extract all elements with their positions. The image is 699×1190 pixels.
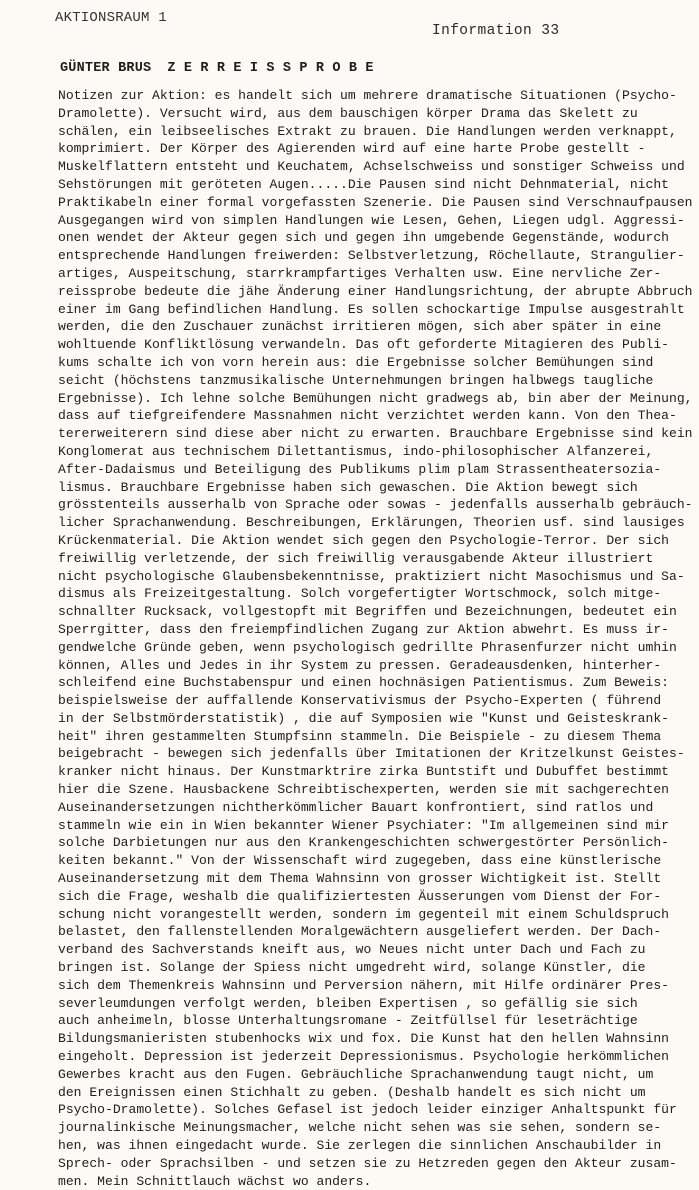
body-line: Sprech- oder Sprachsilben - und setzen sie zu Hetzreden gegen den Akteur zusam-	[58, 1155, 677, 1171]
body-line: den Ereignissen einen Stichhalt zu geben. (Deshalb handelt es sich nicht um	[58, 1084, 646, 1100]
body-line: schnallter Rucksack, vollgestopft mit Begriffen und Bezeichnungen, bedeutet ein	[58, 604, 677, 620]
body-line: belastet, den fallenstellenden Moralgewächtern ausgeliefert werden. Der Dach-	[58, 924, 662, 940]
body-line: journalinkische Meinungsmacher, welche nicht sehen was sie sehen, sondern se-	[58, 1120, 662, 1136]
title-line	[60, 61, 382, 76]
body-line: werden, die den Zuschauer zunächst irritieren mögen, sich aber später in eine	[58, 319, 662, 335]
body-line: Gewerbes kracht aus den Fugen. Gebräuchliche Sprachanwendung taugt nicht, um	[58, 1066, 654, 1082]
body-line: lismus. Brauchbare Ergebnisse haben sich gewaschen. Die Aktion bewegt sich	[58, 479, 638, 495]
body-line: beigebracht - bewegen sich jedenfalls über Imitationen der Kritzelkunst Geistes-	[58, 746, 685, 762]
body-line: auch anheimeln, blosse Unterhaltungsromane - Zeitfüllsel für leseträchtige	[58, 1013, 638, 1029]
body-line: licher Sprachanwendung. Beschreibungen, Erklärungen, Theorien usf. sind lausiges	[58, 515, 685, 531]
body-line: Bildungsmanieristen stubenhocks wix und fox. Die Kunst hat den hellen Wahnsinn	[58, 1031, 669, 1047]
body-line: schung nicht vorangestellt werden, sondern im gegenteil mit einem Schuldspruch	[58, 906, 669, 922]
body-line: stammeln wie ein in Wien bekannter Wiener Psychiater: "Im allgemeinen sind mir	[58, 817, 669, 833]
author-name: GÜNTER BRUS	[60, 61, 152, 76]
body-line: onen wendet der Akteur gegen sich und gegen ihn umgebende Gegenstände, wodurch	[58, 230, 669, 246]
body-line: Sehstörungen mit geröteten Augen.....Die Pausen sind nicht Dehnmaterial, nicht	[58, 176, 669, 192]
body-line: schälen, ein leibseelisches Extrakt zu brauen. Die Handlungen werden verknappt,	[58, 123, 677, 139]
body-line: bringen ist. Solange der Spiess nicht umgedreht wird, solange Künstler, die	[58, 960, 646, 976]
body-line: hen, was ihnen eingedacht wurde. Sie zerlegen die sinnlichen Anschaubilder in	[58, 1138, 662, 1154]
body-line: After-Dadaismus und Beteiligung des Publikums plim plam Strassentheatersozia-	[58, 461, 662, 477]
body-line: seicht (höchstens tanzmusikalische Unternehmungen bringen halbwegs taugliche	[58, 372, 654, 388]
body-line: kums schalte ich von vorn herein aus: die Ergebnisse solcher Bemühungen sind	[58, 354, 654, 370]
body-line: grösstenteils ausserhalb von Sprache oder sowas - jedenfalls ausserhalb gebräuch-	[58, 497, 693, 513]
body-line: beispielsweise der auffallende Konservativismus der Psycho-Experten ( führend	[58, 693, 662, 709]
body-line: Ergebnisse). Ich lehne solche Bemühungen nicht gradwegs ab, bin aber der Meinung,	[58, 390, 693, 406]
body-line: Muskelflattern entsteht und Keuchatem, Achselschweiss und sonstiger Schweiss und	[58, 159, 685, 175]
body-line: Sperrgitter, dass den freiempfindlichen Zugang zur Aktion abwehrt. Es muss ir-	[58, 621, 669, 637]
body-line: eingeholt. Depression ist jederzeit Depressionismus. Psychologie herkömmlichen	[58, 1049, 669, 1065]
body-text	[58, 87, 698, 1190]
body-line: Dramolette). Versucht wird, aus dem bauschigen körper Drama das Skelett zu	[58, 105, 638, 121]
body-line: men. Mein Schnittlauch wächst wo anders.	[58, 1173, 372, 1189]
body-line: Praktikabeln einer formal vorgefassten Szenerie. Die Pausen sind Verschnaufpausen	[58, 194, 693, 210]
body-line: dass auf tiefgreifendere Massnahmen nicht verzichtet werden kann. Von den Thea-	[58, 408, 677, 424]
body-line: verband des Sachverstands kneift aus, wo Neues nicht unter Dach und Fach zu	[58, 942, 646, 958]
body-line: schleifend eine Buchstabenspur und einen hochnäsigen Patientismus. Zum Beweis:	[58, 675, 669, 691]
body-line: entsprechende Handlungen freiwerden: Selbstverletzung, Röchellaute, Strangulier-	[58, 248, 685, 264]
body-line: komprimiert. Der Körper des Agierenden wird auf eine harte Probe gestellt -	[58, 141, 646, 157]
body-line: Konglomerat aus technischem Dilettantismus, indo-philosophischer Alfanzerei,	[58, 443, 654, 459]
body-line: sich dem Themenkreis Wahnsinn und Perversion nähern, mit Hilfe ordinärer Pres-	[58, 977, 669, 993]
body-line: kranker nicht hinaus. Der Kunstmarktrire zirka Buntstift und Dubuffet bestimmt	[58, 764, 669, 780]
body-line: in der Selbstmörderstatistik) , die auf Symposien wie "Kunst und Geisteskrank-	[58, 710, 669, 726]
body-line: Ausgegangen wird von simplen Handlungen wie Lesen, Gehen, Liegen udgl. Aggressi-	[58, 212, 685, 228]
body-line: Krückenmaterial. Die Aktion wendet sich gegen den Psychologie-Terror. Der sich	[58, 532, 669, 548]
body-line: keiten bekannt." Von der Wissenschaft wird zugegeben, dass eine künstlerische	[58, 853, 662, 869]
body-line: Notizen zur Aktion: es handelt sich um mehrere dramatische Situationen (Psycho-	[58, 88, 677, 103]
work-title: ZERREISSPROBE	[167, 61, 382, 76]
body-line: sich die Frage, weshalb die qualifiziertesten Äusserungen vom Dienst der For-	[58, 888, 662, 904]
body-line: Auseinandersetzungen nichtherkömmlicher Bauart konfrontiert, sind ratlos und	[58, 799, 654, 815]
body-line: reissprobe bedeute die jähe Änderung einer Handlungsrichtung, der abrupte Abbruch	[58, 283, 693, 299]
body-line: Auseinandersetzung mit dem Thema Wahnsinn von grosser Wichtigkeit ist. Stellt	[58, 871, 662, 887]
body-line: gendwelche Gründe geben, wenn psychologisch gedrillte Phrasenfurzer nicht umhin	[58, 639, 677, 655]
body-line: können, Alles und Jedes in ihr System zu pressen. Geradeausdenken, hinterher-	[58, 657, 662, 673]
issue-number-header: Information 33	[432, 23, 560, 39]
body-line: dismus als Freizeitgestaltung. Solch vorgefertigter Wortschmock, solch mitge-	[58, 586, 662, 602]
body-line: Psycho-Dramolette). Solches Gefasel ist jedoch leider einziger Anhaltspunkt für	[58, 1102, 677, 1118]
series-header: AKTIONSRAUM 1	[55, 10, 167, 26]
body-line: solche Darbietungen nur aus den Krankengeschichten schwergestörter Persönlich-	[58, 835, 669, 851]
body-line: einer im Gang befindlichen Handlung. Es sollen schockartige Impulse ausgestrahlt	[58, 301, 685, 317]
body-line: freiwillig verletzende, der sich freiwillig verausgabende Akteur illustriert	[58, 550, 654, 566]
body-line: heit" ihren gestammelten Stumpfsinn stammeln. Die Beispiele - zu diesem Thema	[58, 728, 662, 744]
body-line: wohltuende Konfliktlösung verwandeln. Das oft geforderte Mitagieren des Publi-	[58, 337, 669, 353]
body-line: severleumdungen verfolgt werden, bleiben Expertisen , so gefällig sie sich	[58, 995, 638, 1011]
body-line: hier die Szene. Hausbackene Schreibtischexperten, werden sie mit sachgerechten	[58, 782, 669, 798]
body-line: tererweiterern sind diese aber nicht zu erwarten. Brauchbare Ergebnisse sind kein	[58, 426, 693, 442]
body-line: nicht psychologische Glaubensbekenntnisse, praktiziert nicht Masochismus und Sa-	[58, 568, 685, 584]
body-line: artiges, Auspeitschung, starrkrampfartiges Verhalten usw. Eine nervliche Zer-	[58, 265, 662, 281]
